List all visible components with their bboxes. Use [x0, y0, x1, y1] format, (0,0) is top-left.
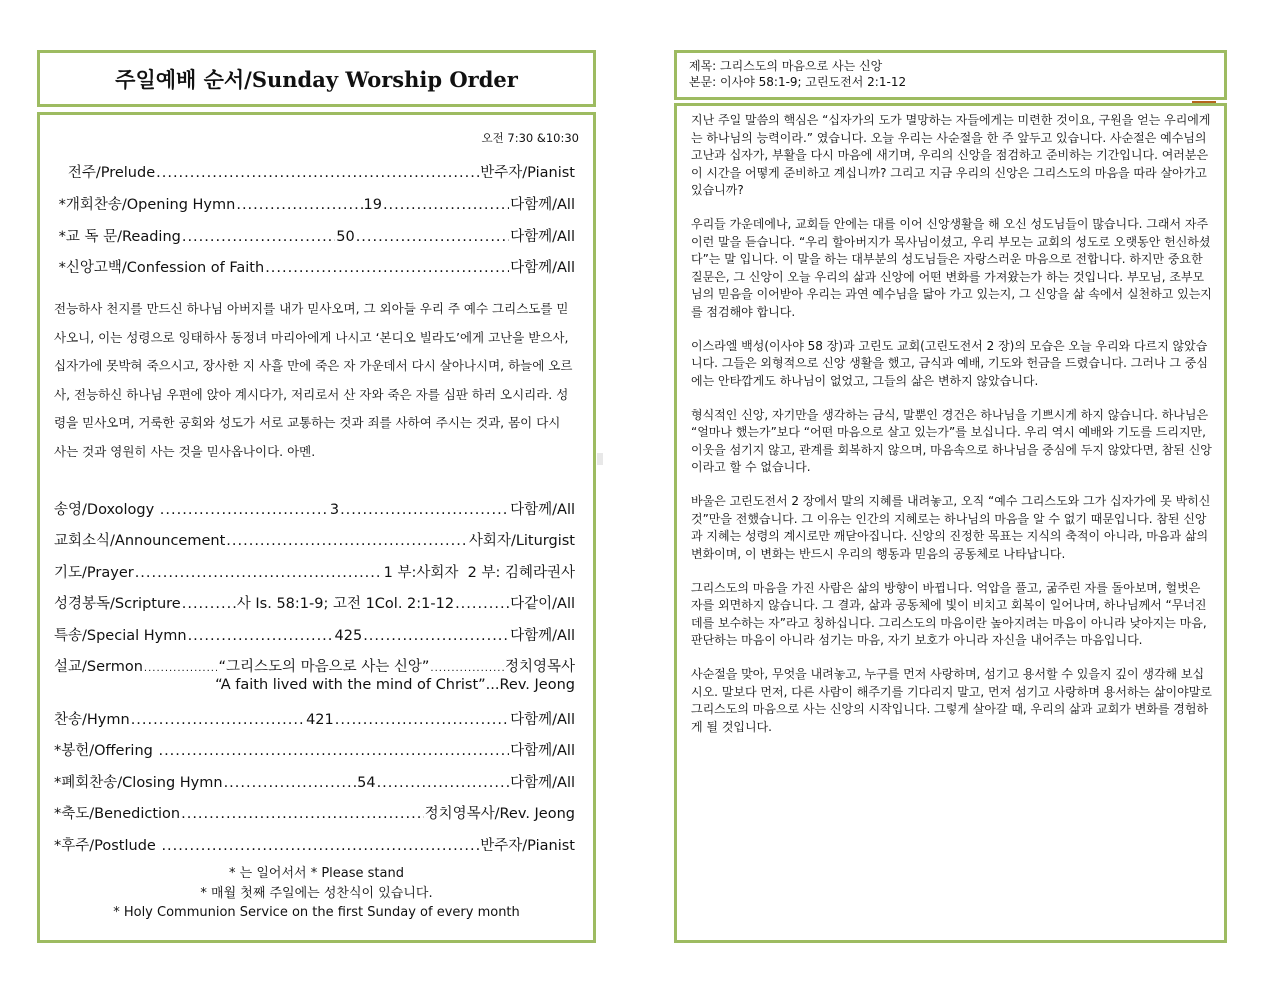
leader-dots [161, 838, 479, 854]
order-item [54, 771, 575, 791]
sermon-paragraph: 바울은 고린도전서 2 장에서 말의 지혜를 내려놓고, 오직 “예수 그리스도와 그가 십자가에 못 박히신 것”만을 전했습니다. 그 이유는 인간의 지혜로는 하나님의 마음을 알 수 없기 때문입니다. 참된 신앙과 지혜는 성령의 계시로만 깨닫아집니다. 신앙의 진정한 목표는 지식의 축적이 아니라, 마음과 삶의 변화이며, 이 변화는 반드시 우리의 행동과 믿음의 공동체로 나타납니다. [691, 494, 1211, 561]
sermon-body-box [674, 103, 1227, 943]
order-item [54, 834, 575, 854]
order-item [54, 225, 575, 245]
leader-dots [430, 663, 504, 674]
order-item [54, 256, 575, 276]
leader-dots [160, 502, 329, 518]
leader-dots [335, 712, 509, 728]
leader-dots [181, 806, 423, 822]
order-item-label: 전주/Prelude [54, 165, 156, 181]
order-item-label: *폐회찬송/Closing Hymn [54, 775, 223, 791]
leader-dots [377, 775, 510, 791]
order-item [54, 161, 575, 181]
order-item-leader: 다함께/All [510, 502, 576, 518]
leader-dots [340, 502, 509, 518]
order-item-leader: 사회자/Liturgist [468, 533, 575, 549]
order-item-leader: 반주자/Pianist [480, 165, 575, 181]
footnote-communion-ko: * 매월 첫째 주일에는 성찬식이 있습니다. [200, 885, 433, 901]
order-item [54, 739, 575, 759]
leader-dots [236, 197, 362, 213]
order-item-leader: 다함께/All [510, 743, 575, 759]
order-item [54, 193, 575, 213]
order-item-number: 50 [336, 229, 355, 245]
sermon-title-en: “A faith lived with the mind of Christ”...Rev. Jeong [215, 677, 575, 693]
leader-dots [182, 229, 335, 245]
leader-dots [182, 596, 236, 612]
order-item [54, 529, 575, 549]
leader-dots [158, 743, 509, 759]
sermon-paragraph: 그리스도의 마음을 가진 사람은 삶의 방향이 바뀝니다. 억압을 풀고, 굶주린 자를 돌아보며, 헐벗은 자를 외면하지 않습니다. 그 결과, 삶과 공동체에 빛이 비치고 회복이 일어나며, 하나님께서 “무너진 데를 보수하는 자”라고 칭하십니다. 그리스도의 마음이란 높아지려는 마음이 아니라 낮아지는 마음, 판단하는 마음이 아니라 섬기는 마음, 자기 보호가 아니라 자신을 내어주는 마음입니다. [691, 580, 1207, 647]
order-item-label: 성경봉독/Scripture [54, 596, 181, 612]
order-item [54, 624, 575, 644]
order-item-label: 송영/Doxology [54, 502, 159, 518]
leader-dots [363, 628, 509, 644]
order-item-leader: 다함께/All [510, 197, 575, 213]
sermon-header-box [674, 50, 1227, 100]
sermon-paragraph: 사순절을 맞아, 무엇을 내려놓고, 누구를 먼저 사랑하며, 섬기고 용서할 수 있을지 깊이 생각해 보십시오. 말보다 먼저, 다른 사람이 해주기를 기다리지 말고, 먼저 섬기고 사랑하며 용서하는 삶이야말로 그리스도의 마음으로 사는 신앙의 시작입니다. 그렇게 살아갈 때, 우리의 삶과 교회가 변화를 경험하게 될 것입니다. [691, 667, 1212, 734]
sermon-scripture: 본문: 이사야 58:1-9; 고린도전서 2:1-12 [689, 75, 907, 89]
leader-dots [131, 712, 305, 728]
order-item-label: 찬송/Hymn [54, 712, 130, 728]
order-item [54, 592, 575, 612]
leader-dots [188, 628, 334, 644]
order-item [54, 561, 575, 581]
footnote-stand: * 는 일어서서 * Please stand [229, 866, 404, 881]
leader-dots [135, 565, 383, 581]
order-item-leader: 정치영목사/Rev. Jeong [424, 806, 575, 822]
order-item-number: 19 [363, 197, 382, 213]
order-item-number: 3 [329, 502, 340, 518]
leader-dots [356, 229, 509, 245]
order-item [54, 708, 575, 728]
sermon-paragraph: 이스라엘 백성(이사야 58 장)과 고린도 교회(고린도전서 2 장)의 모습은 오늘 우리와 다르지 않았습니다. 그들은 외형적으로 신앙 생활을 했고, 금식과 예배, 기도와 헌금을 드렸습니다. 그러나 그 중심에는 안타깝게도 하나님이 없었고, 그들의 삶은 변하지 않았습니다. [691, 338, 1208, 388]
page-fold-mark [597, 453, 603, 465]
sermon-title: 제목: 그리스도의 마음으로 사는 신앙 [689, 59, 883, 73]
order-item-leader: 다함께/All [510, 229, 575, 245]
leader-dots [455, 596, 509, 612]
leader-dots [265, 260, 509, 276]
page-title: 주일예배 순서/Sunday Worship Order [115, 66, 518, 92]
order-item-number: 425 [334, 628, 363, 644]
order-item-label: *봉헌/Offering [54, 743, 158, 759]
order-item-label: 특송/Special Hymn [54, 628, 187, 644]
order-item-leader: 다같이/All [510, 596, 576, 612]
order-item-label: 기도/Prayer [54, 565, 134, 581]
leader-dots [226, 533, 468, 549]
order-item-label: 설교/Sermon [54, 659, 143, 675]
order-item-leader: 다함께/All [510, 712, 575, 728]
order-item-number: 54 [357, 775, 376, 791]
sermon-title-ko: “그리스도의 마음으로 사는 신앙” [218, 659, 430, 675]
footnote-communion-en: * Holy Communion Service on the first Sunday of every month [113, 905, 520, 920]
leader-dots [156, 165, 479, 181]
order-item [54, 655, 575, 675]
order-item-leader: 1 부:사회자 2 부: 김혜라권사 [383, 565, 575, 581]
leader-dots [224, 775, 357, 791]
sermon-paragraph: 우리들 가운데에나, 교회들 안에는 대를 이어 신앙생활을 해 오신 성도님들이 많습니다. 그래서 자주 이런 말을 듣습니다. “우리 할아버지가 목사님이셨고, 우리 부모는 교회의 성도로 오랫동안 헌신하셨다”는 말 입니다. 이 말을 하는 대부분의 성도님들은 자랑스러운 마음으로 전합니다. 하지만 중요한 질문은, 그 신앙이 오늘 우리의 삶과 신앙에 어떤 변화를 가져왔는가 하는 것입니다. 부모님, 조부모님의 믿음을 이어받아 우리는 과연 예수님을 닮아 가고 있는지, 그 신앙을 삶 속에서 실천하고 있는지를 점검해야 합니다. [691, 217, 1212, 319]
order-item-leader: 다함께/All [510, 260, 575, 276]
order-item-label: *축도/Benediction [54, 806, 181, 822]
order-item-label: *신앙고백/Confession of Faith [54, 260, 265, 276]
worship-order-box [37, 112, 596, 943]
apostles-creed: 전능하사 천지를 만드신 하나님 아버지를 내가 믿사오며, 그 외아들 우리 주 예수 그리스도를 믿사오니, 이는 성령으로 잉태하사 동정녀 마리아에게 나시고 ‘본디오 빌라도’에게 고난을 받으사, 십자가에 못박혀 죽으시고, 장사한 지 사흘 만에 죽은 자 가운데서 다시 살아나시며, 하늘에 오르사, 전능하신 하나님 우편에 앉아 계시다가, 저리로서 산 자와 죽은 자를 심판 하러 오시리라. 성령을 믿사오며, 거룩한 공회와 성도가 서로 교통하는 것과 죄를 사하여 주시는 것과, 몸이 다시 사는 것과 영원히 사는 것을 믿사옵나이다. 아멘. [54, 301, 573, 459]
leader-dots [383, 197, 509, 213]
order-item-label: 교회소식/Announcement [54, 533, 226, 549]
order-item-leader: 다함께/All [510, 775, 576, 791]
sermon-paragraph: 지난 주일 말씀의 핵심은 “십자가의 도가 멸망하는 자들에게는 미련한 것이요, 구원을 얻는 우리에게는 하나님의 능력이라.” 였습니다. 오늘 우리는 사순절을 한 주 앞두고 있습니다. 사순절은 예수님의 고난과 십자가, 부활을 다시 마음에 새기며, 우리의 신앙을 점검하고 준비하는 기간입니다. 여러분은 이 시간을 어떻게 준비하고 계십니까? 그리고 지금 우리의 신앙은 그리스도의 마음을 따라 살아가고 있습니까? [691, 113, 1211, 197]
order-item-number: 421 [306, 712, 334, 728]
sermon-paragraph: 형식적인 신앙, 자기만을 생각하는 금식, 말뿐인 경건은 하나님을 기쁘시게 하지 않습니다. 하나님은 “얼마나 했는가”보다 “어떤 마음으로 살고 있는가”를 보십니다. 우리 역시 예배와 기도를 드리지만, 이웃을 섬기지 않고, 관계를 회복하지 않으며, 마음속으로 하나님을 중심에 두지 않았다면, 참된 신앙이라고 할 수 없습니다. [691, 407, 1212, 474]
order-item-label: *개회찬송/Opening Hymn [54, 197, 236, 213]
order-item-leader: 정치영목사 [504, 659, 576, 675]
service-time: 오전 7:30 &10:30 [481, 131, 579, 145]
order-item-scripture: 사 Is. 58:1-9; 고전 1Col. 2:1-12 [236, 596, 455, 612]
order-item [54, 802, 575, 822]
order-item-label: *후주/Postlude [54, 838, 161, 854]
worship-order-title-box [37, 50, 596, 107]
order-item-leader: 다함께/All [510, 628, 576, 644]
leader-dots [144, 663, 218, 674]
order-item-label: *교 독 문/Reading [54, 229, 181, 245]
order-item-leader: 반주자/Pianist [480, 838, 575, 854]
footnotes [40, 864, 593, 923]
order-item [54, 498, 575, 518]
